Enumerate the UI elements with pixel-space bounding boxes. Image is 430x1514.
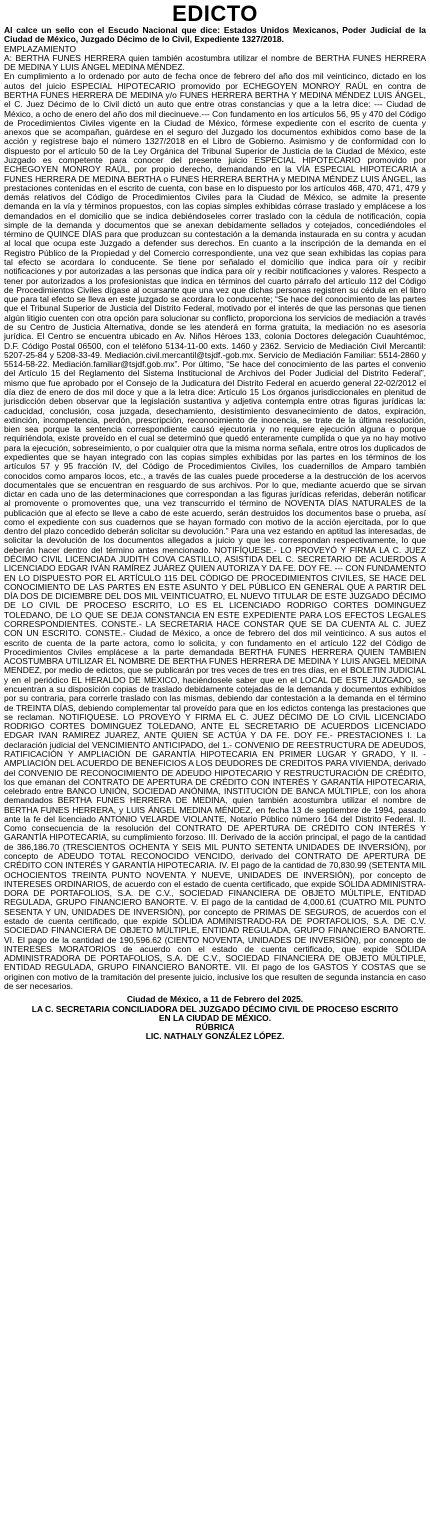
main-paragraph: En cumplimiento a lo ordenado por auto de fecha once de febrero del año dos mil veinticinco, dictado en los autos del juicio ESPECIAL HIPOTECARIO promovido por ECHEGOYEN MONROY RAÚL en contra de BERTHA FUNES HERRERA DE MEDINA y/o FUNES HERRERA BERTHA Y MEDINA MÉNDEZ LUIS ÁNGEL, el C. Juez Décimo de lo Civil dictó un auto que entre otras constancias y que a la letra dice: --- Ciudad de México, a ocho de enero del año dos mil diecinueve.--- Con fundamento en los artículos 56, 95 y 470 del Código de Procedimientos Civiles vigente en la Ciudad de México, fórmese expediente con el escrito de cuenta y anexos que se acompañan, guárdese en el seguro del Juzgado los documentos exhibidos como base de la acción y regístrese bajo el número 1327/2018 en el Libro de Gobierno. Asimismo y de conformidad con lo dispuesto por el artículo 50 de la Ley Orgánica del Tribunal Superior de Justicia de la Ciudad de México, este Juzgado es competente para conocer del presente juicio ESPECIAL HIPOTECARIO promovido por ECHEGOYEN MONROY RAÚL, por propio derecho, demandando en la VÍA ESPECIAL HIPOTECARIA a FUNES HERRERA DE MEDINA BERTHA o FUNES HERRERA BERTHA y MEDINA MÉNDEZ LUIS ÁNGEL, las prestaciones contenidas en el escrito de cuenta, con base en lo dispuesto por los artículos 468, 470, 471, 479 y demás relativos del Código de Procedimientos Civiles para la Ciudad de México, se admite la presente demanda en la vía y términos propuestos, con las copias simples exhibidas córrase traslado y emplácese a los demandados en el domicilio que se indica debiéndoseles correr traslado con la cédula de notificación, copia simple de la demanda y documentos que se anexan debidamente sellados y cotejados, concediéndoles el término de QUINCE DÍAS para que produzcan su contestación a la demanda instaurada en su contra y acudan al local que ocupa este Juzgado a defender sus derechos. En cuanto a la inscripción de la demanda en el Registro Público de la Propiedad y del Comercio correspondiente, una vez que sean exhibidas las copias para tal efecto se acordara lo conducente. Se tiene por señalado el domicilio que indica para oír y recibir notificaciones y por autorizadas a las personas que indica para oír y recibir notificaciones y valores. Respecto a tener por autorizados a los profesionistas que indica en términos del cuarto párrafo del artículo 112 del Código de Procedimientos Civiles dígase al ocursante que una vez que dichas personas registren su cédula en el libro que para tal efecto se lleva en este juzgado se acordara lo conducente; “Se hace del conocimiento de las partes que el Tribunal Superior de Justicia del Distrito Federal, motivado por el interés de que las personas que tienen algún litigio cuenten con otra opción para solucionar su conflicto, proporciona los servicios de mediación a través de su Centro de Justicia Alternativa, donde se les atenderá en forma gratuita, la mediación no es asesoría jurídica. El Centro se encuentra ubicado en Av. Niños Héroes 133, colonia Doctores delegación Cuauhtémoc, D.F. Código Postal 06500, con el teléfono 5134-11-00 exts. 1460 y 2362. Servicio de Mediación Civil Mercantil: 5207-25-84 y 5208-33-49. Mediación.civil.mercantil@tsjdf.-gob.mx. Servicio de Mediación Familiar: 5514-2860 y 5514-58-22. Mediación.familiar@tsjdf.gob.mx”. Por último, “Se hace del conocimiento de las partes el convenio del Artículo 15 del Reglamento del Sistema Institucional de Archivos del Poder Judicial del Distrito Federal”, mismo que fue aprobado por el Consejo de la Judicatura del Distrito Federal en acuerdo general 22-02/2012 el día diez de enero de dos mil doce y que a la letra dice: Artículo 15 Los órganos jurisdiccionales en plenitud de jurisdicción deben observar que la legislación sustantiva y adjetiva contempla entre otras figuras jurídicas la: caducidad, conclusión, cosa juzgada, desechamiento, desistimiento desvanecimiento de datos, expiración, extinción, incompetencia, perdón, prescripción, reconocimiento de inocencia, se trate de la última resolución, bien sea porque la sentencia correspondiente causó ejecutoria y no requiere ejecución alguna o porque requiriéndola, existe proveído en el cual se determinó que quedó enteramente cumplida o que ya no hay motivo para la ejecución, sobreseimiento, o por cualquier otra que la misma norma señala, entre otros los duplicados de expedientes que se hayan integrado con las copias simples exhibidas por las partes en los términos de los artículos 57 y 95 fracción IV, del Código de Procedimientos Civiles, los cuadernillos de Amparo también conocidos como amparos locos, etc., a través de las cuales puede procederse a la destrucción de los acervos documentales que se encuentran en resguardo de sus archivos. Por lo que, mediante acuerdo que se sirvan dictar en cada uno de las determinaciones que correspondan a las figuras jurídicas referidas, deberán notificar al promovente o promoventes que, una vez transcurrido el término de NOVENTA DÍAS NATURALES de la publicación que al efecto se lleve a cabo de este acuerdo, serán destruidos los documentos base o prueba, así como el expediente con sus cuadernos que se hayan formado con motivo de la acción ejercitada, por lo que dentro del plazo concedido deberán solicitar su devolución.” Para una vez estando en aptitud las interesadas, de solicitar la devolución de los documentos allegados a juicio y que les correspondan respectivamente, lo que deberán hacer dentro del término antes mencionado. NOTIFÍQUESE.- LO PROVEYÓ Y FIRMA LA C. JUEZ DÉCIMO CIVIL LICENCIADA JUDITH COVA CASTILLO, ASISTIDA DEL C. SECRETARIO DE ACUERDOS A LICENCIADO EDGAR IVÁN RAMÍREZ JUÁREZ QUIEN AUTORIZA Y DA FE. DOY FE. --- CON FUNDAMENTO EN LO DISPUESTO POR EL ARTÍCULO 115 DEL CÓDIGO DE PROCEDIMIENTOS CIVILES, SE HACE DEL CONOCIMIENTO DE LAS PARTES EN ESTE ASUNTO Y DEL PÚBLICO EN GENERAL QUE A PARTIR DEL DÍA DOS DE DICIEMBRE DEL DOS MIL VEINTICUATRO, EL NUEVO TITULAR DE ESTE JUZGADO DÉCIMO DE LO CIVIL DE PROCESO ESCRITO, LO ES EL LICENCIADO RODRIGO CORTES DOMINGUEZ TOLEDANO, DE LO QUE SE DEJA CONSTANCIA EN ESTE EXPEDIENTE PARA LOS EFECTOS LEGALES CORRESPONDIENTES. CONSTE.- LA SECRETARIA HACE CONSTAR QUE SE DA CUENTA AL C. JUEZ CON UN ESCRITO. CONSTE.- Ciudad de México, a once de febrero del dos mil veinticinco. A sus autos el escrito de cuenta de la parte actora, como lo solicita, y con fundamento en el artículo 122 del Código de Procedimientos Civiles emplácese a la parte demandada BERTHA FUNES HERRERA QUIEN TAMBIEN ACOSTUMBRA UTILIZAR EL NOMBRE DE BERTHA FUNES HERRERA DE MEDINA Y LUIS ANGEL MEDINA MENDEZ, por medio de edictos, que se publicarán por tres veces de tres en tres días, en el BOLETIN JUDICIAL y en el periódico EL HERALDO DE MEXICO, haciéndosele saber que en el LOCAL DE ESTE JUZGADO, se encuentran a su disposición copias de traslado debidamente cotejadas de la demanda y documentos exhibidos por su contraria, para correrle traslado con las mismas, debiendo dar contestación a la demanda en el término de TREINTA DÍAS, debiendo complementar tal proveído para que en los edictos contenga las prestaciones que se reclaman. NOTIFIQUESE. LO PROVEYÓ Y FIRMA EL C. JUEZ DÉCIMO DE LO CIVIL LICENCIADO RODRIGO CORTES DOMINGUEZ TOLEDANO, ANTE EL SECRETARIO DE ACUERDOS LICENCIADO EDGAR IVAN RAMIREZ JUAREZ, ANTE QUIEN SE ACTÚA Y DA FE. DOY FE.- PRESTACIONES I. La declaración judicial del VENCIMIENTO ANTICIPADO, del 1.- CONVENIO DE REESTRUCTURA DE ADEUDOS, RATIFICACIÓN Y AMPLIACIÓN DE GARANTÍA HIPOTECARIA EN PRIMER LUGAR Y GRADO, Y II. - AMPLIACIÓN DEL ACUERDO DE BENEFICIOS A LOS DEUDORES DE CREDITOS PARA VIVIENDA, derivado del CONVENIO DE RECONOCIMIENTO DE ADEUDO HIPOTECARIO Y RESTRUCTURACIÓN DE CRÉDITO, los que emanan del CONTRATO DE APERTURA DE CRÉDITO CON INTERÉS Y GARANTÍA HIPOTECARIA, celebrado entre BANCO UNIÓN, SOCIEDAD ANÓNIMA, INSTITUCIÓN DE BANCA MÚLTIPLE, con los ahora demandados BERTHA FUNES HERRERA DE MEDINA, quien también acostumbra utilizar el nombre de BERTHA FUNES HERRERA, y LUIS ÁNGEL MEDINA MÉNDEZ, en fecha 13 de septiembre de 1994, pasado ante la fe del licenciado ANTONIO VELARDE VIOLANTE, Notario Público número 164 del Distrito Federal. II. Como consecuencia de la resolución del CONTRATO DE APERTURA DE CRÉDITO CON INTERÉS Y GARANTÍA HIPOTECARIA, su cumplimiento forzoso. III. Derivado de la acción principal, el pago de la cantidad de 386,186.70 (TRESCIENTOS OCHENTA Y SEIS MIL PUNTO SETENTA UNIDADES DE INVERSIÓN), por concepto de ADEUDO TOTAL RECONOCIDO VENCIDO, derivado del CONTRATO DE APERTURA DE CRÉDITO CON INTERÉS Y GARANTÍA HIPOTECARIA. IV. El pago de la cantidad de 70,830.99 (SETENTA MIL OCHOCIENTOS TREINTA PUNTO NOVENTA Y NUEVE, UNIDADES DE INVERSIÓN), por concepto de INTERESES ORDINARIOS, de acuerdo con el estado de cuenta certificado, que expide SÓLIDA ADMINISTRA-DORA DE PORTAFOLIOS, S.A. DE C.V., SOCIEDAD FINANCIERA DE OBJETO MÚLTIPLE, ENTIDAD REGULADA, GRUPO FINANCIERO BANORTE. V. El pago de la cantidad de 4,000.61 (CUATRO MIL PUNTO SESENTA Y UN, UNIDADES DE INVERSIÓN), por concepto de PRIMAS DE SEGUROS, de acuerdos con el estado de cuenta certificado, que expide SÓLIDA ADMINISTRADO-RA DE PORTAFOLIOS, S.A. DE C.V. SOCIEDAD FINANCIERA DE OBJETO MÚLTIPLE, ENTIDAD REGULADA, GRUPO FINANCIERO BANORTE. VI. El pago de la cantidad de 190,596.62 (CIENTO NOVENTA, UNIDADES DE INVERSIÓN), por concepto de INTERESES MORATORIOS de acuerdo con el estado de cuenta certificado, que expide SÓLIDA ADMINISTRADORA DE PORTAFOLIOS, S.A. DE C.V., SOCIEDAD FINANCIERA DE OBJETO MÚLTIPLE, ENTIDAD REGULADA, GRUPO FINANCIERO BANORTE. VII. El pago de los GASTOS Y COSTAS que se originen con motivo de la tramitación del presente juicio, inclusive los que resulten de segunda instancia en caso de ser necesarios. <box>4 71 426 991</box>
place-date: Ciudad de México, a 11 de Febrero del 2025. <box>126 994 304 1005</box>
signer-name: LIC. NATHALY GONZÁLEZ LÓPEZ. <box>145 1031 285 1042</box>
section-heading: EMPLAZAMIENTO <box>4 43 77 54</box>
edict-title: EDICTO <box>172 1 258 26</box>
closing-block <box>4 995 426 1041</box>
rubrica-label: RÚBRICA <box>195 1022 235 1033</box>
edict-body <box>4 45 426 992</box>
addressee-paragraph: A: BERTHA FUNES HERRERA quien también acostumbra utilizar el nombre de BERTHA FUNES HERRERA DE MEDINA Y LUIS ÁNGEL MEDINA MÉNDEZ. <box>4 52 426 73</box>
issuing-office: LA C. SECRETARIA CONCILIADORA DEL JUZGADO DÉCIMO CIVIL DE PROCESO ESCRITO <box>31 1003 399 1014</box>
issuing-office-city: EN LA CIUDAD DE MÉXICO. <box>158 1012 272 1023</box>
seal-description: Al calce un sello con el Escudo Nacional que dice: Estados Unidos Mexicanos, Poder Judicial de la Ciudad de México, Juzgado Décimo de lo Civil, Expediente 1327/2018. <box>4 25 426 45</box>
